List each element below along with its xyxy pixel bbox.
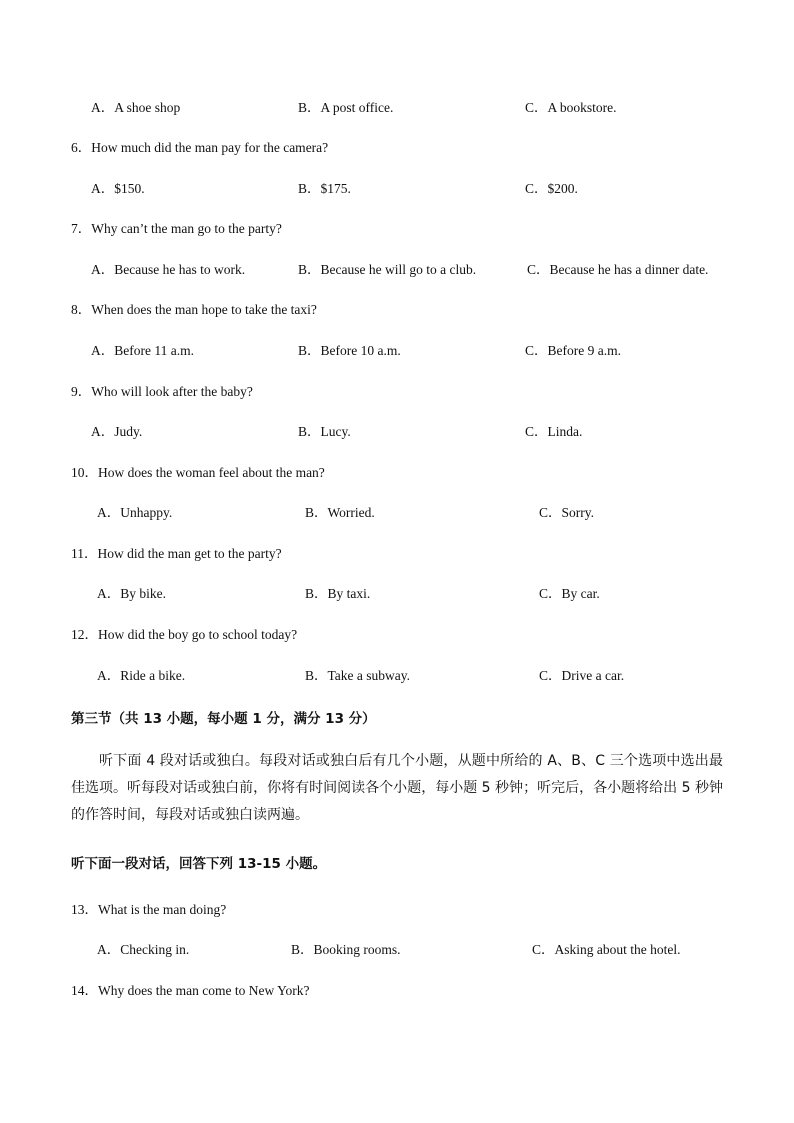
- q7-option-b: B．Because he will go to a club.: [298, 262, 477, 277]
- q8-option-a: A．Before 11 a.m.: [91, 343, 194, 358]
- q13-option-c: C．Asking about the hotel.: [532, 942, 681, 957]
- q8-option-c: C．Before 9 a.m.: [525, 343, 621, 358]
- question-11: 11．How did the man get to the party?: [71, 546, 282, 561]
- q10-option-c: C．Sorry.: [539, 505, 595, 520]
- question-6: 6．How much did the man pay for the camera?: [71, 140, 329, 155]
- question-7: 7．Why can’t the man go to the party?: [71, 221, 282, 236]
- q6-option-c: C．$200.: [525, 181, 578, 196]
- q12-option-b: B．Take a subway.: [305, 668, 411, 683]
- q6-option-b: B．$175.: [298, 181, 351, 196]
- q5-option-a: A．A shoe shop: [91, 100, 181, 115]
- q12-option-a: A．Ride a bike.: [97, 668, 186, 683]
- question-14: 14．Why does the man come to New York?: [71, 983, 310, 998]
- q9-option-c: C．Linda.: [525, 424, 583, 439]
- q12-option-c: C．Drive a car.: [539, 668, 625, 683]
- q9-option-b: B．Lucy.: [298, 424, 351, 439]
- q5-option-c: C．A bookstore.: [525, 100, 617, 115]
- q13-option-a: A．Checking in.: [97, 942, 190, 957]
- q11-option-c: C．By car.: [539, 586, 600, 601]
- section-3-heading: 第三节（共 13 小题，每小题 1 分，满分 13 分）: [71, 711, 376, 727]
- q7-option-c: C．Because he has a dinner date.: [527, 262, 709, 277]
- q7-option-a: A．Because he has to work.: [91, 262, 246, 277]
- section-3-instructions: 听下面 4 段对话或独白。每段对话或独白后有几个小题，从题中所给的 A、B、C 三个选项中选出最佳选项。听每段对话或独白前，你将有时间阅读各个小题，每小题 5 秒钟；听完后，各小题将给出 5 秒钟的作答时间，每段对话或独白读两遍。: [71, 753, 723, 823]
- question-13: 13．What is the man doing?: [71, 902, 227, 917]
- q10-option-b: B．Worried.: [305, 505, 375, 520]
- q9-option-a: A．Judy.: [91, 424, 143, 439]
- question-10: 10．How does the woman feel about the man?: [71, 465, 325, 480]
- q10-option-a: A．Unhappy.: [97, 505, 173, 520]
- dialogue-heading: 听下面一段对话，回答下列 13-15 小题。: [71, 856, 327, 872]
- question-12: 12．How did the boy go to school today?: [71, 627, 298, 642]
- q11-option-b: B．By taxi.: [305, 586, 371, 601]
- q6-option-a: A．$150.: [91, 181, 145, 196]
- q8-option-b: B．Before 10 a.m.: [298, 343, 401, 358]
- question-9: 9．Who will look after the baby?: [71, 384, 253, 399]
- question-8: 8．When does the man hope to take the taxi?: [71, 302, 317, 317]
- q13-option-b: B．Booking rooms.: [291, 942, 401, 957]
- q11-option-a: A．By bike.: [97, 586, 166, 601]
- q5-option-b: B．A post office.: [298, 100, 394, 115]
